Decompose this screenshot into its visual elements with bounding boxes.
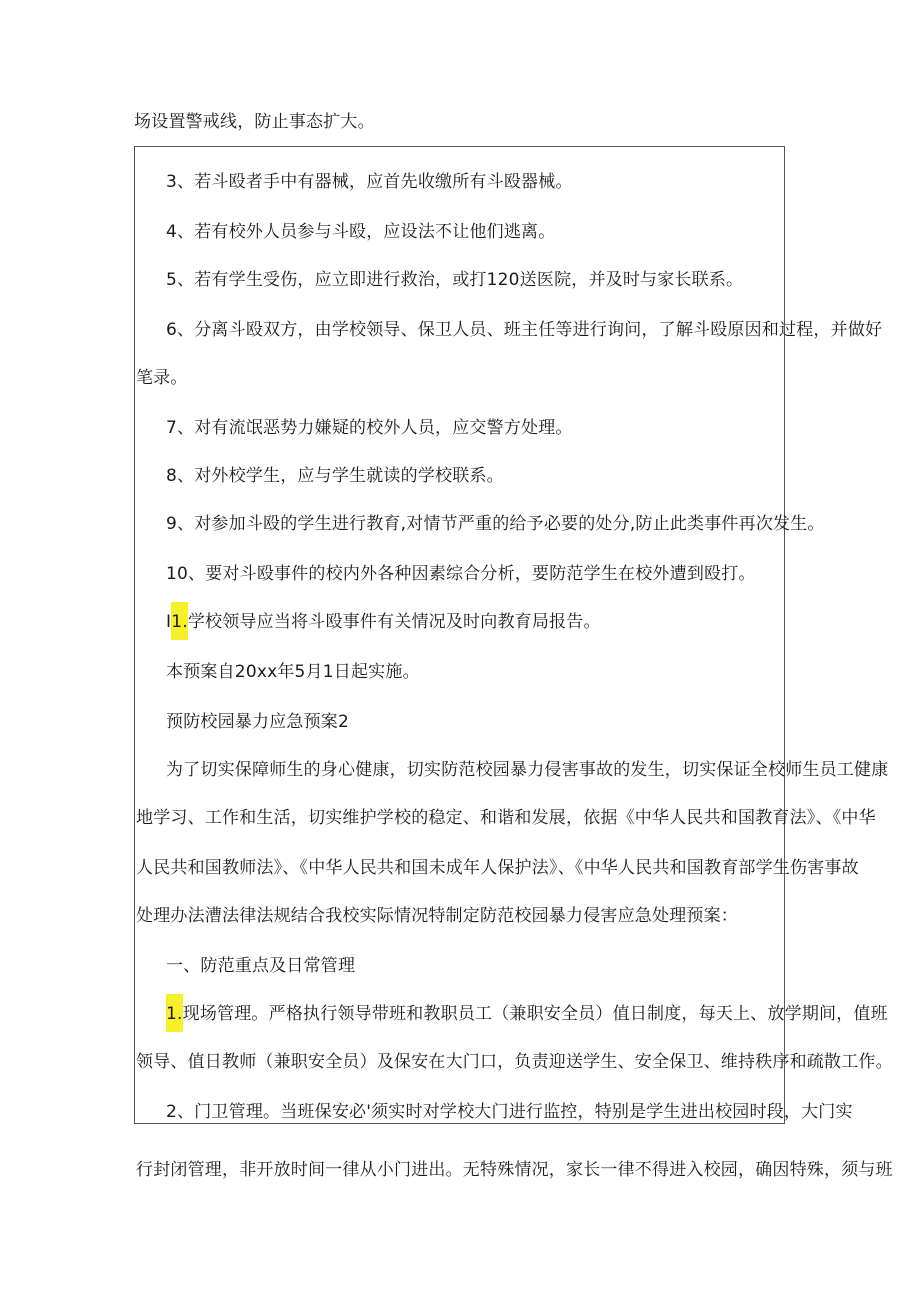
- paragraph-line: 场设置警戒线，防止事态扩大。: [134, 112, 375, 132]
- list-item-8: 8、对外校学生，应与学生就读的学校联系。: [166, 466, 504, 486]
- item-prefix: I: [166, 612, 172, 632]
- list-item-5: 5、若有学生受伤，应立即进行救治，或打120送医院，并及时与家长联系。: [166, 270, 744, 290]
- highlighted-number: 1.: [166, 994, 183, 1032]
- list-item-7: 7、对有流氓恶势力嫌疑的校外人员，应交警方处理。: [166, 418, 573, 438]
- effective-date: 本预案自20xx年5月1日起实施。: [166, 662, 420, 682]
- list-item-6-continued: 笔录。: [136, 368, 188, 388]
- rule-1-line-1: [166, 1002, 888, 1026]
- list-item-6: 6、分离斗殴双方，由学校领导、保卫人员、班主任等进行询问，了解斗殴原因和过程，并做好: [166, 320, 883, 340]
- rule-1-text: 现场管理。严格执行领导带班和教职员工（兼职安全员）值日制度，每天上、放学期间，值班: [182, 1004, 888, 1024]
- list-item-4: 4、若有校外人员参与斗殴，应设法不让他们逃离。: [166, 222, 556, 242]
- list-item-11: [166, 610, 601, 634]
- section-title: 预防校园暴力应急预案2: [166, 712, 350, 732]
- item-text: 学校领导应当将斗殴事件有关情况及时向教育局报告。: [187, 612, 601, 632]
- subsection-heading: 一、防范重点及日常管理: [166, 956, 356, 976]
- rule-2-line-2: 行封闭管理，非开放时间一律从小门进出。无特殊情况，家长一律不得进入校园，确因特殊，须与班: [136, 1160, 893, 1180]
- list-item-9: 9、对参加斗殴的学生进行教育,对情节严重的给予必要的处分,防止此类事件再次发生。: [166, 514, 825, 534]
- intro-paragraph-line-1: 为了切实保障师生的身心健康，切实防范校园暴力侵害事故的发生，切实保证全校师生员工健康: [166, 760, 889, 780]
- highlighted-number: 1.: [171, 602, 188, 640]
- list-item-10: 10、要对斗殴事件的校内外各种因素综合分析，要防范学生在校外遭到殴打。: [166, 564, 756, 584]
- intro-paragraph-line-4: 处理办法漕法律法规结合我校实际情况特制定防范校园暴力侵害应急处理预案：: [136, 906, 738, 926]
- rule-1-line-2: 领导、值日教师（兼职安全员）及保安在大门口，负责迎送学生、安全保卫、维持秩序和疏散工作。: [136, 1052, 893, 1072]
- intro-paragraph-line-3: 人民共和国教师法》、《中华人民共和国未成年人保护法》、《中华人民共和国教育部学生伤害事故: [136, 858, 859, 878]
- list-item-3: 3、若斗殴者手中有器械，应首先收缴所有斗殴器械。: [166, 172, 573, 192]
- intro-paragraph-line-2: 地学习、工作和生活，切实维护学校的稳定、和谐和发展，依据《中华人民共和国教育法》、《中华: [136, 808, 876, 828]
- rule-2-line-1: 2、门卫管理。当班保安必'须实时对学校大门进行监控，特别是学生进出校园时段，大门实: [166, 1102, 853, 1122]
